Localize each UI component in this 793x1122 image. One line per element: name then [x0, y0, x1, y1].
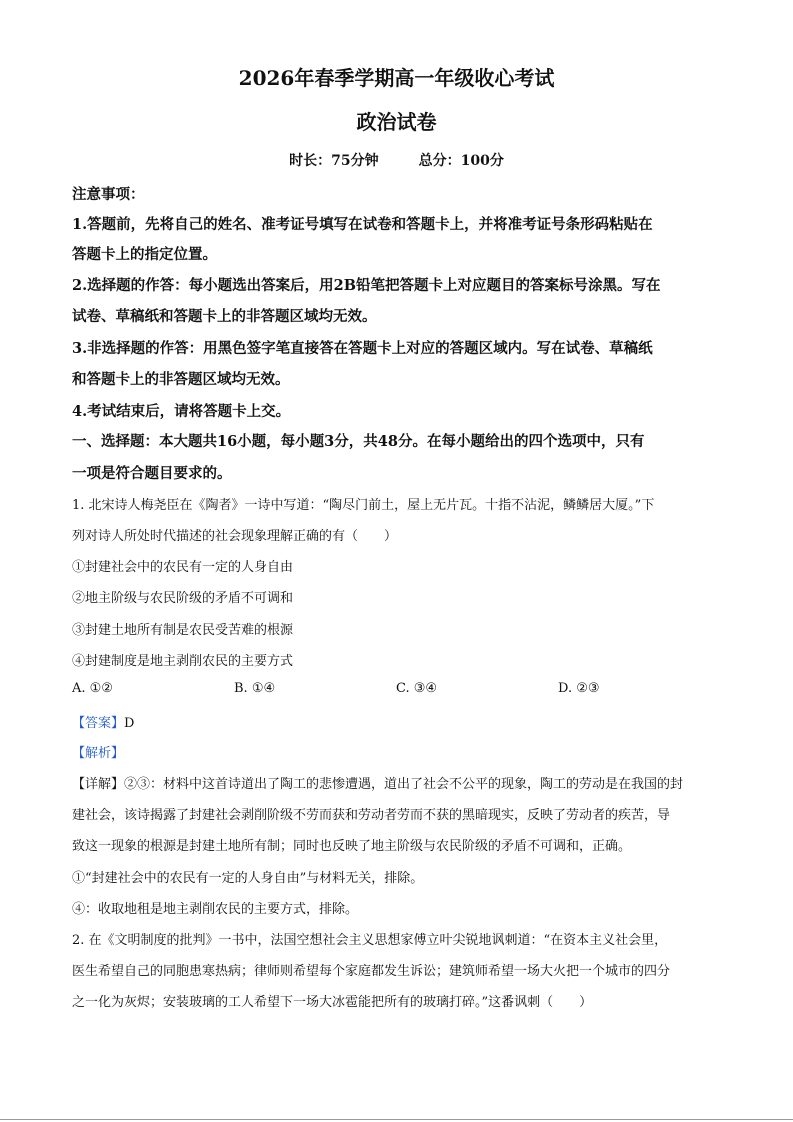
- analysis-detail: ①“封建社会中的农民有一定的人身自由”与材料无关，排除。: [72, 871, 424, 886]
- exam-title: 2026年春季学期高一年级收心考试: [238, 66, 555, 90]
- question-stem: 2. 在《文明制度的批判》一书中，法国空想社会主义思想家傅立叶尖锐地讽刺道：“在资本主义社会里，: [72, 933, 668, 948]
- statement: ①封建社会中的农民有一定的人身自由: [72, 560, 294, 575]
- exam-meta: [0, 150, 793, 170]
- notice-heading: 注意事项：: [72, 186, 145, 203]
- option-a: A. ①②: [72, 681, 113, 696]
- notice-line: 3.非选择题的作答：用黑色签字笔直接答在答题卡上对应的答题区域内。写在试卷、草稿纸: [72, 340, 653, 357]
- notice-line: 和答题卡上的非答题区域均无效。: [72, 371, 290, 388]
- answer-line: [72, 712, 134, 731]
- section-heading: 一、选择题：本大题共16小题，每小题3分，共48分。在每小题给出的四个选项中，只有: [72, 433, 645, 450]
- notice-line: 4.考试结束后，请将答题卡上交。: [72, 403, 291, 420]
- analysis-detail: 【详解】②③：材料中这首诗道出了陶工的悲惨遭遇，道出了社会不公平的现象，陶工的劳动是在我国的封: [72, 777, 684, 792]
- statement: ③封建土地所有制是农民受苦难的根源: [72, 623, 294, 638]
- option-c: C. ③④: [396, 681, 438, 696]
- statement: ④封建制度是地主剥削农民的主要方式: [72, 654, 294, 669]
- notice-line: 试卷、草稿纸和答题卡上的非答题区域均无效。: [72, 308, 377, 325]
- analysis-detail: ④：收取地租是地主剥削农民的主要方式，排除。: [72, 902, 359, 917]
- total-score: 总分：100分: [418, 153, 504, 169]
- option-b: B. ①④: [234, 681, 276, 696]
- notice-line: 2.选择题的作答：每小题选出答案后，用2B铅笔把答题卡上对应题目的答案标号涂黑。写在: [72, 277, 661, 294]
- analysis-tag: 【解析】: [72, 746, 125, 761]
- question-stem: 之一化为灰烬；安装玻璃的工人希望下一场大冰雹能把所有的玻璃打碎。”这番讽刺（ ）: [72, 995, 593, 1010]
- duration: 时长：75分钟: [289, 153, 379, 169]
- notice-line: 1.答题前，先将自己的姓名、准考证号填写在试卷和答题卡上，并将准考证号条形码粘贴在: [72, 216, 653, 233]
- question-stem: 1. 北宋诗人梅尧臣在《陶者》一诗中写道：“陶尽门前土，屋上无片瓦。十指不沾泥，鳞鳞居大厦。”下: [72, 498, 655, 513]
- answer-value: D: [124, 716, 135, 731]
- analysis-line: [72, 742, 124, 761]
- question-stem: 医生希望自己的同胞患寒热病；律师则希望每个家庭都发生诉讼；建筑师希望一场大火把一个城市的四分: [72, 964, 671, 979]
- analysis-detail: 建社会，该诗揭露了封建社会剥削阶级不劳而获和劳动者劳而不获的黑暗现实，反映了劳动者的疾苦，导: [72, 808, 671, 823]
- analysis-detail: 致这一现象的根源是封建土地所有制；同时也反映了地主阶级与农民阶级的矛盾不可调和，正确。: [72, 839, 632, 854]
- statement: ②地主阶级与农民阶级的矛盾不可调和: [72, 591, 294, 606]
- page-bottom-divider: [0, 1119, 793, 1120]
- subject-title: 政治试卷: [356, 110, 437, 134]
- section-heading: 一项是符合题目要求的。: [72, 465, 232, 482]
- answer-tag: 【答案】: [72, 716, 125, 731]
- notice-line: 答题卡上的指定位置。: [72, 246, 217, 263]
- question-stem: 列对诗人所处时代描述的社会现象理解正确的有（ ）: [72, 529, 398, 544]
- option-d: D. ②③: [558, 681, 600, 696]
